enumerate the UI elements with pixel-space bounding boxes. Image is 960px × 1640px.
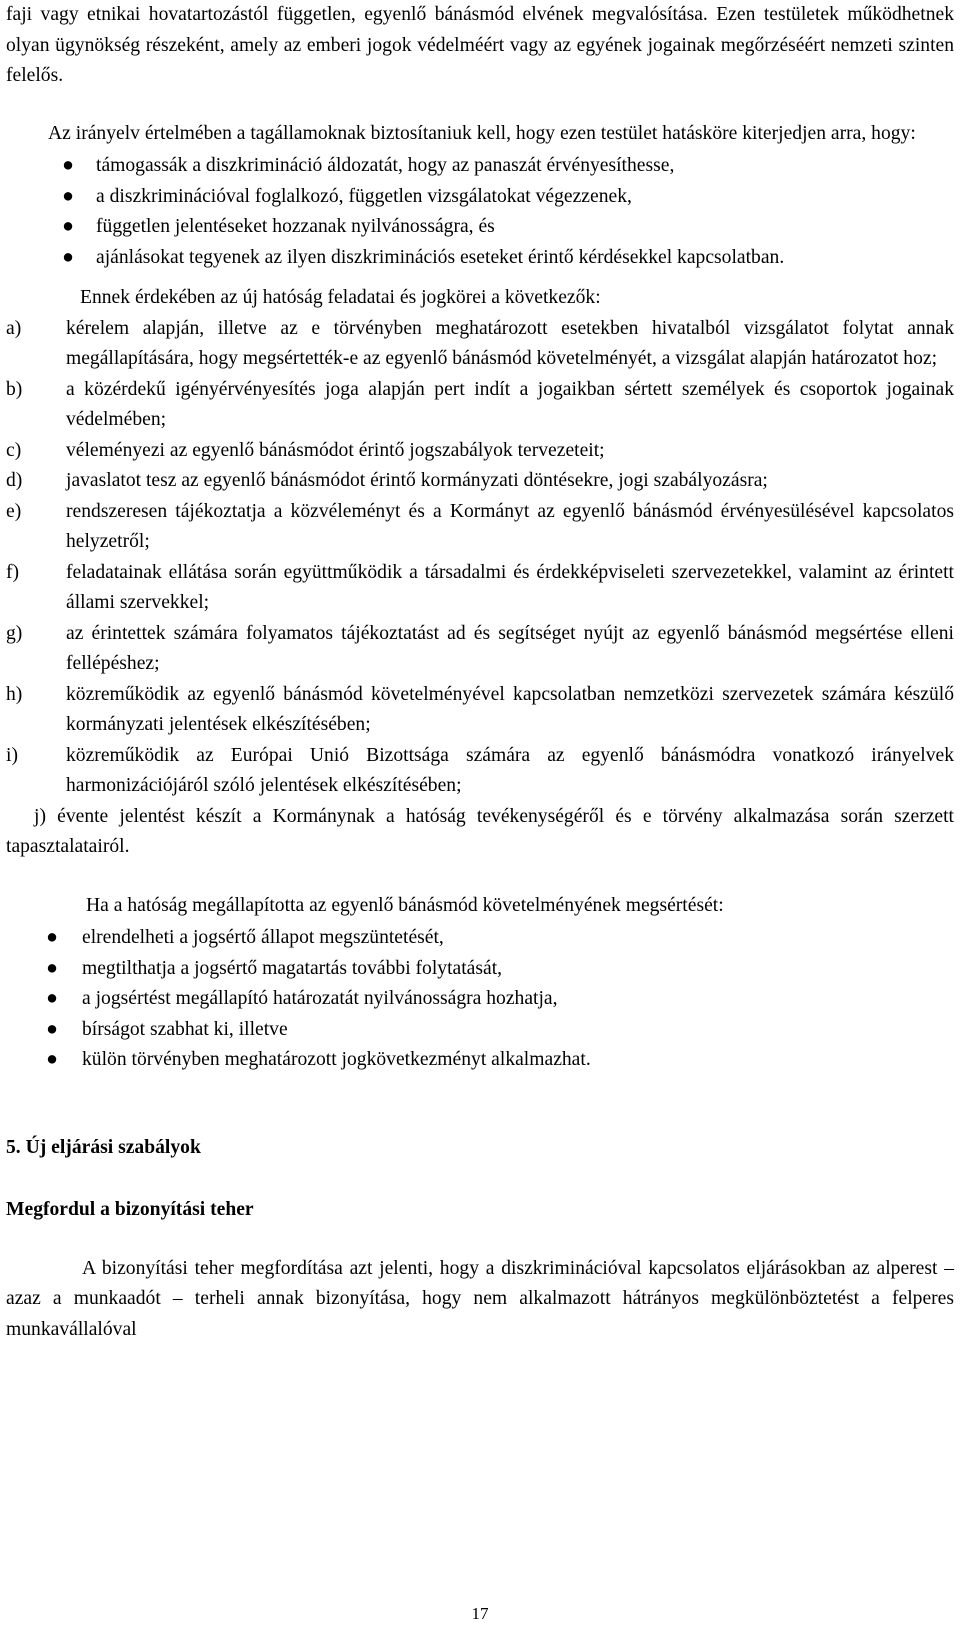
bullet-icon: ●	[62, 216, 74, 237]
section-subheading: Megfordul a bizonyítási teher	[6, 1199, 254, 1220]
list-item: c) véleményezi az egyenlő bánásmódot érintő jogszabályok tervezeteit;	[6, 439, 605, 461]
list-item: ● ajánlásokat tegyenek az ilyen diszkriminációs eseteket érintő kérdésekkel kapcsolatban.	[6, 243, 954, 274]
sanctions-intro-paragraph: Ha a hatóság megállapította az egyenlő bánásmód követelményének megsértését:	[86, 894, 724, 916]
list-item: ● külön törvényben meghatározott jogkövetkezményt alkalmazhat.	[6, 1045, 954, 1076]
tasks-last-item: j) évente jelentést készít a Kormánynak a hatóság tevékenységéről és e törvény alkalmazása során szerzett tapasztalatairól.	[6, 805, 954, 857]
bullet-icon: ●	[46, 1049, 58, 1070]
list-item: ● megtilthatja a jogsértő magatartás további folytatását,	[6, 954, 954, 985]
list-item: d) javaslatot tesz az egyenlő bánásmódot érintő kormányzati döntésekre, jogi szabályozásra;	[6, 470, 768, 491]
directive-bullet-list	[6, 151, 954, 273]
bullet-icon: ●	[46, 1018, 58, 1040]
document-page	[6, 0, 954, 1345]
sanctions-bullet-list	[6, 923, 954, 1076]
list-item: ● a diszkriminációval foglalkozó, független vizsgálatokat végezzenek,	[6, 182, 954, 213]
list-item: f) feladatainak ellátása során együttműködik a társadalmi és érdekképviseleti szervezetekkel, valamint az érintett állami szervekkel;	[6, 561, 954, 613]
list-item: e) rendszeresen tájékoztatja a közvéleményt és a Kormányt az egyenlő bánásmód érvényesülésével kapcsolatos helyzetről;	[6, 500, 954, 552]
list-item: ● bírságot szabhat ki, illetve	[6, 1015, 954, 1046]
list-item: b) a közérdekű igényérvényesítés joga alapján pert indít a jogaikban sértett személyek és csoportok jogainak védelmében;	[6, 378, 954, 430]
list-item: ● elrendelheti a jogsértő állapot megszüntetését,	[6, 923, 954, 954]
tasks-intro-paragraph: Ennek érdekében az új hatóság feladatai és jogkörei a következők:	[80, 287, 601, 308]
bullet-icon: ●	[46, 927, 58, 948]
burden-of-proof-paragraph: A bizonyítási teher megfordítása azt jelenti, hogy a diszkriminációval kapcsolatos eljárásokban az alperest – azaz a munkaadót – terheli annak bizonyítása, hogy nem alkalmazott hátrányos megkülönböztetést a felperes munkavállalóval	[6, 1257, 954, 1340]
bullet-icon: ●	[62, 155, 74, 176]
bullet-icon: ●	[46, 988, 58, 1009]
section-heading: 5. Új eljárási szabályok	[6, 1136, 201, 1158]
page-number: 17	[471, 1604, 489, 1623]
list-item: ● független jelentéseket hozzanak nyilvánosságra, és	[6, 212, 954, 243]
list-item: ● a jogsértést megállapító határozatát nyilvánosságra hozhatja,	[6, 984, 954, 1015]
list-item: ● támogassák a diszkrimináció áldozatát, hogy az panaszát érvényesíthesse,	[6, 151, 954, 182]
intro-paragraph-continued: faji vagy etnikai hovatartozástól független, egyenlő bánásmód elvének megvalósítása. Ezen testületek működhetnek olyan ügynökség részeként, amely az emberi jogok védelméért vagy az egyének jogainak megőrzéséért nemzeti szinten felelős.	[6, 4, 954, 86]
bullet-icon: ●	[62, 185, 74, 207]
list-item: h) közreműködik az egyenlő bánásmód követelményével kapcsolatban nemzetközi szervezetek számára készülő kormányzati jelentések elkészítésében;	[6, 683, 954, 735]
list-item: i) közreműködik az Európai Unió Bizottsága számára az egyenlő bánásmódra vonatkozó irányelvek harmonizációjáról szóló jelentések elkészítésében;	[6, 744, 954, 796]
tasks-list	[6, 314, 954, 802]
directive-paragraph: Az irányelv értelmében a tagállamoknak biztosítaniuk kell, hogy ezen testület hatásköre kiterjedjen arra, hogy:	[48, 122, 916, 144]
list-item: g) az érintettek számára folyamatos tájékoztatást ad és segítséget nyújt az egyenlő bánásmód megsértése elleni fellépéshez;	[6, 622, 954, 674]
bullet-icon: ●	[46, 957, 58, 979]
bullet-icon: ●	[62, 246, 74, 268]
list-item: a) kérelem alapján, illetve az e törvényben meghatározott esetekben hivatalból vizsgálatot folytat annak megállapítására, hogy megsértették-e az egyenlő bánásmód követelményét, a vizsgálat alapján határozatot hoz;	[6, 317, 954, 369]
